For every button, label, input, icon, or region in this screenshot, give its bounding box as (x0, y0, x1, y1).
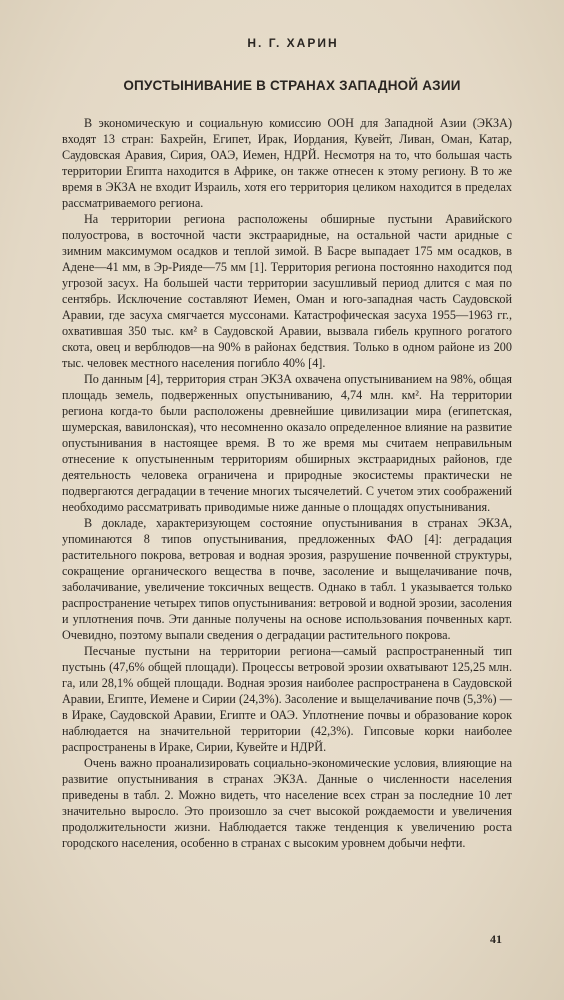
paragraph-2: На территории региона расположены обширные пустыни Аравийского полуострова, в восточной части экстрааридные, на остальной части аридные с зимним максимумом осадков и теплой зимой. В Басре выпадает 175 мм осадков, в Адене—41 мм, в Эр-Рияде—75 мм [1]. Территория региона постоянно находится под угрозой засух. На большей части территории засушливый период длится с мая по сентябрь. Исключение составляют Иемен, Оман и юго-западная часть Саудовской Аравии, где засуха смягчается муссонами. Катастрофическая засуха 1955—1963 гг., охватившая 350 тыс. км² в Саудовской Аравии, вызвала гибель крупного рогатого скота, овец и верблюдов—на 90% в районах бедствия. Только в одном районе из 200 тыс. человек местного населения погибло 40% [4]. (62, 212, 512, 370)
paragraph-3: По данным [4], территория стран ЭКЗА охвачена опустыниванием на 98%, общая площадь земель, подверженных опустыниванию, 4,74 млн. км². На территории региона когда-то были расположены древнейшие цивилизации мира (египетская, шумерская, вавилонская), что несомненно оказало определенное влияние на развитие опустынивания в настоящее время. В то же время мы считаем неправильным отнесение к опустыненным территориям обширных экстрааридных районов, где деятельность человека ограничена и природные экосистемы практически не подвергаются деградации в течение многих тысячелетий. С учетом этих соображений необходимо рассматривать приводимые ниже данные о площадях опустынивания. (62, 372, 512, 514)
article-body (62, 115, 512, 851)
page-number: 41 (490, 932, 502, 946)
paragraph-1: В экономическую и социальную комиссию ООН для Западной Азии (ЭКЗА) входят 13 стран: Бахрейн, Египет, Ирак, Иордания, Кувейт, Ливан, Оман, Катар, Саудовская Аравия, Сирия, ОАЭ, Иемен, НДРЙ. Несмотря на то, что большая часть территории Египта находится в Африке, он также отнесен к этому региону. В то же время в ЭКЗА не входит Израиль, хотя его территория целиком находится в пределах рассматриваемого региона. (62, 116, 512, 210)
article-page (62, 36, 512, 851)
paragraph-5: Песчаные пустыни на территории региона—самый распространенный тип пустынь (47,6% общей площади). Процессы ветровой эрозии охватывают 125,25 млн. га, или 28,1% общей площади. Водная эрозия наиболее распространена в Саудовской Аравии, Египте, Иемене и Сирии (24,3%). Засоление и выщелачивание почв (5,3%) — в Ираке, Саудовской Аравии, Египте и ОАЭ. Уплотнение почвы и образование корок наблюдается на значительной территории (42,3%). Гипсовые корки наиболее распространены в Ираке, Сирии, Кувейте и НДРЙ. (62, 644, 512, 754)
paragraph-4: В докладе, характеризующем состояние опустынивания в странах ЭКЗА, упоминаются 8 типов опустынивания, предложенных ФАО [4]: деградация растительного покрова, ветровая и водная эрозия, разрушение почвенной структуры, сокращение органического вещества в почве, засоление и выщелачивание почв, заболачивание, увеличение токсичных веществ. Однако в табл. 1 указывается только распространение четырех типов опустынивания: ветровой и водной эрозии, засоления и уплотнения почв. Эти данные получены на основе использования почвенных карт. Очевидно, поэтому выпали сведения о деградации растительного покрова. (62, 516, 512, 642)
author-name: Н. Г. ХАРИН (247, 36, 339, 50)
paragraph-6: Очень важно проанализировать социально-экономические условия, влияющие на развитие опустынивания в странах ЭКЗА. Данные о численности населения приведены в табл. 2. Можно видеть, что население всех стран за последние 10 лет значительно выросло. Это произошло за счет высокой рождаемости и увеличения продолжительности жизни. Наблюдается также тенденция к увеличению роста городского населения, особенно в странах с высоким уровнем добычи нефти. (62, 756, 512, 850)
article-title: ОПУСТЫНИВАНИЕ В СТРАНАХ ЗАПАДНОЙ АЗИИ (123, 78, 461, 93)
